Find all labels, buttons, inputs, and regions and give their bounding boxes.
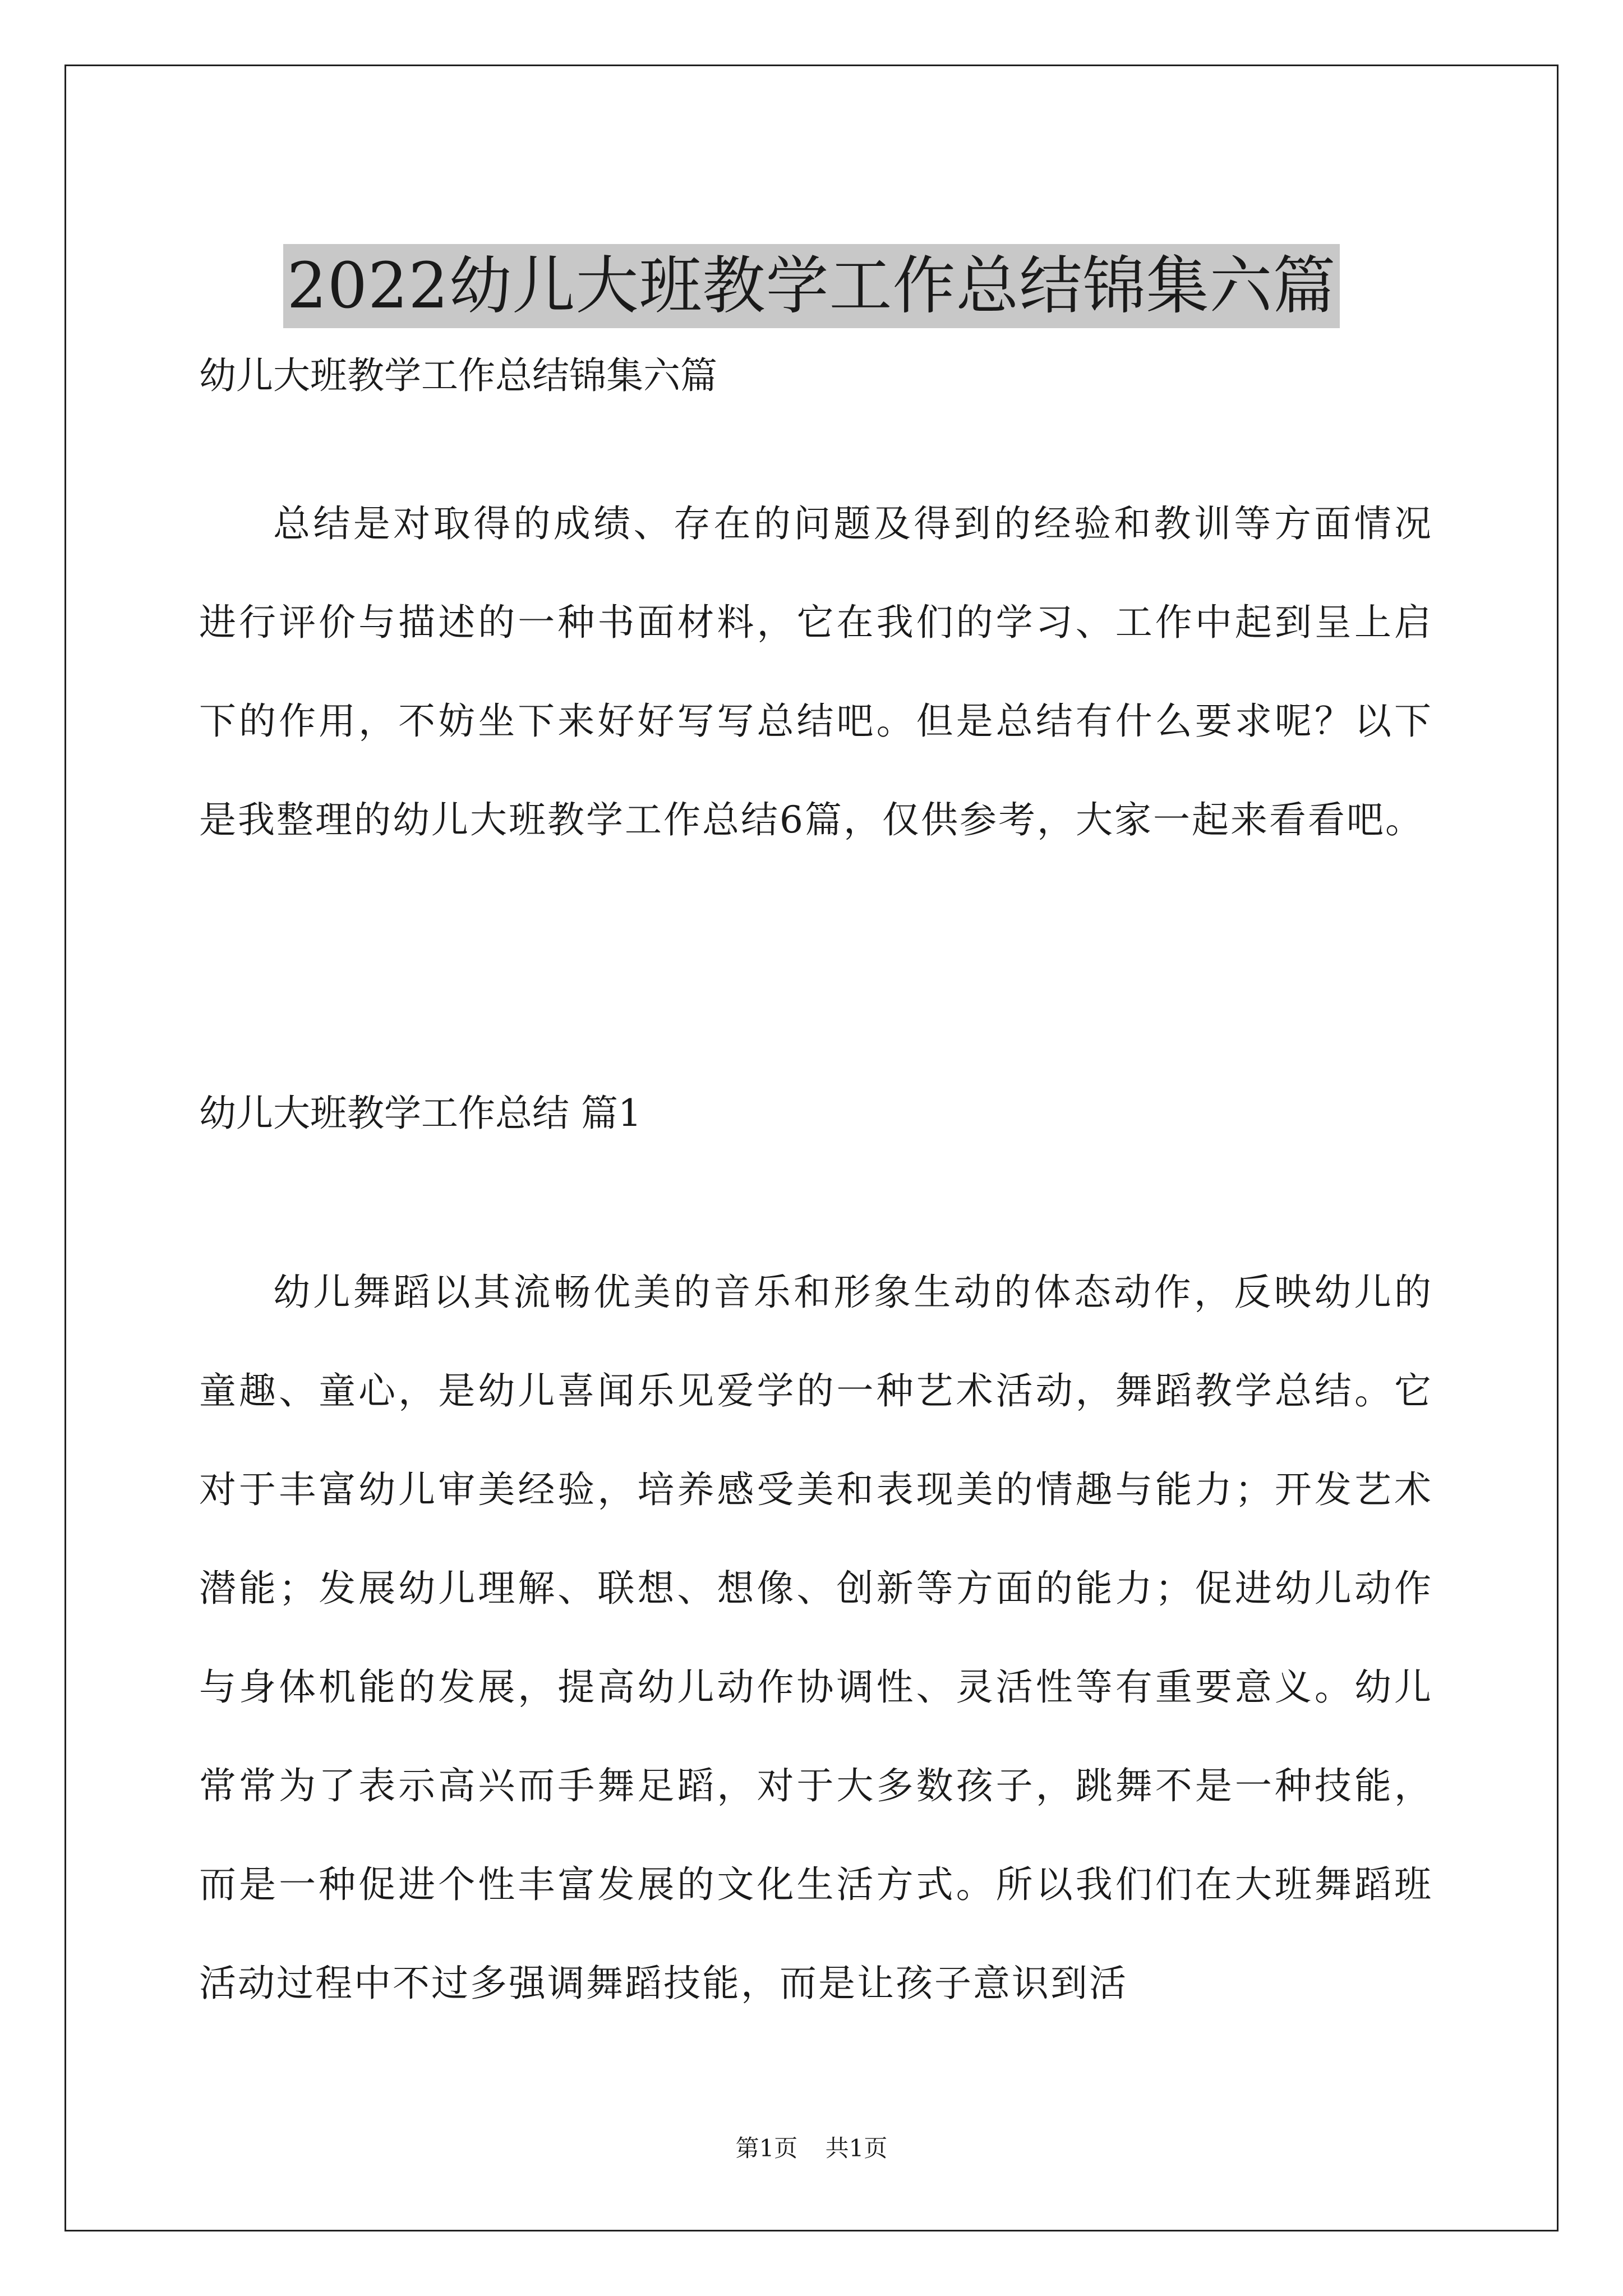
title-container <box>0 202 1623 370</box>
page-footer <box>0 2132 1623 2165</box>
page-number-current: 第1页 <box>735 2134 798 2162</box>
page-number-total: 共1页 <box>825 2134 888 2162</box>
document-title: 2022幼儿大班教学工作总结锦集六篇 <box>283 244 1339 328</box>
section-heading: 幼儿大班教学工作总结 篇1 <box>199 1092 642 1135</box>
section-paragraph: 幼儿舞蹈以其流畅优美的音乐和形象生动的体态动作，反映幼儿的童趣、童心，是幼儿喜闻乐见爱学的一种艺术活动，舞蹈教学总结。它对于丰富幼儿审美经验，培养感受美和表现美的情趣与能力；开发艺术潜能；发展幼儿理解、联想、想像、创新等方面的能力；促进幼儿动作与身体机能的发展，提高幼儿动作协调性、灵活性等有重要意义。幼儿常常为了表示高兴而手舞足蹈，对于大多数孩子，跳舞不是一种技能，而是一种促进个性丰富发展的文化生活方式。所以我们们在大班舞蹈班活动过程中不过多强调舞蹈技能，而是让孩子意识到活 <box>199 1271 1433 2005</box>
intro-paragraph: 总结是对取得的成绩、存在的问题及得到的经验和教训等方面情况进行评价与描述的一种书面材料，它在我们的学习、工作中起到呈上启下的作用，不妨坐下来好好写写总结吧。但是总结有什么要求呢？以下是我整理的幼儿大班教学工作总结6篇，仅供参考，大家一起来看看吧。 <box>199 502 1433 841</box>
document-subtitle: 幼儿大班教学工作总结锦集六篇 <box>199 354 717 397</box>
